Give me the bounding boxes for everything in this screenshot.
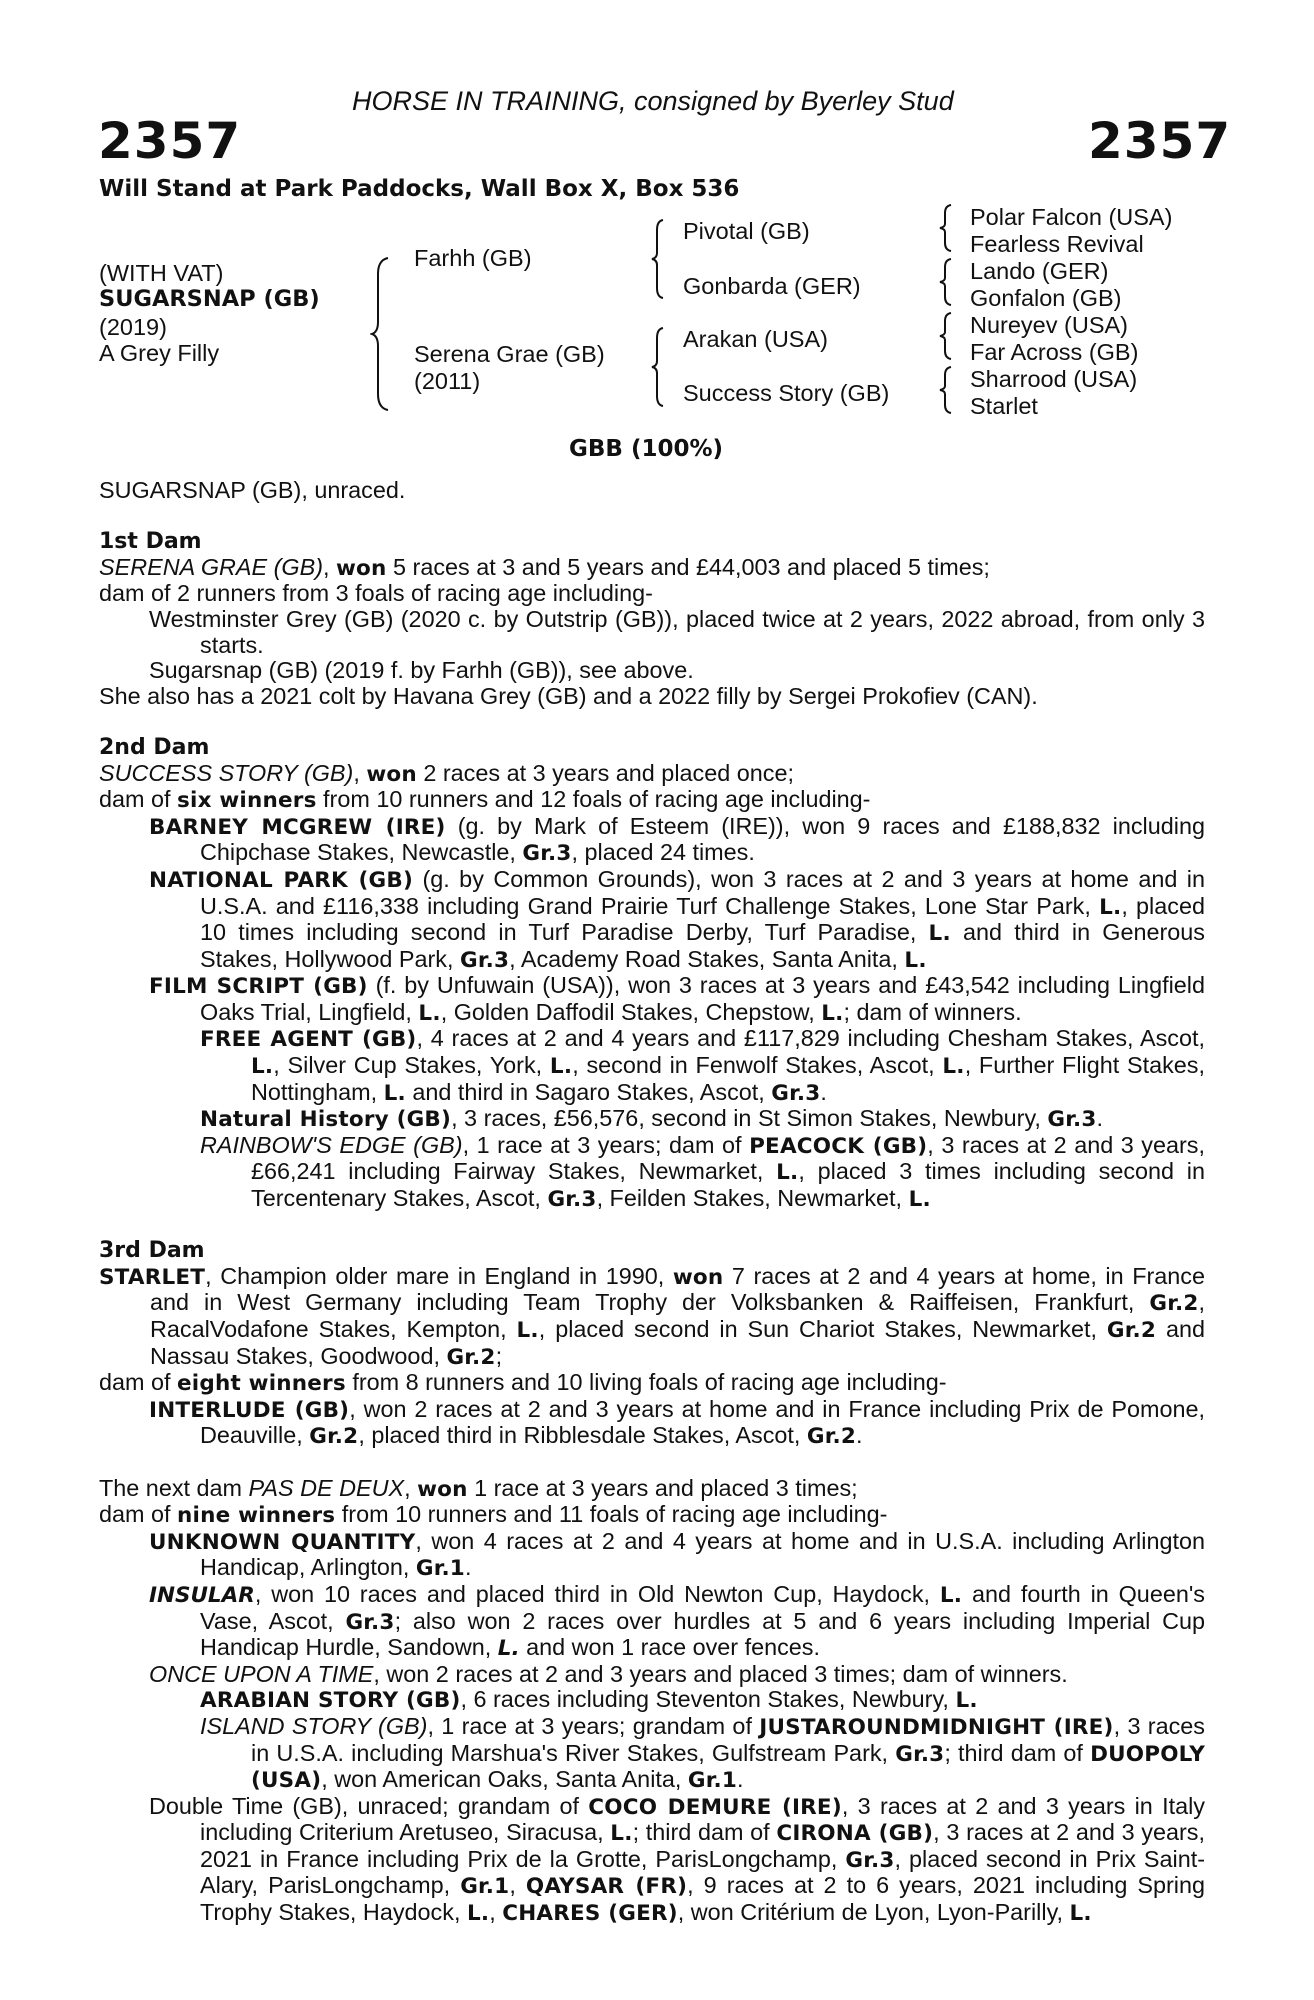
winners-count: nine winners xyxy=(177,1503,336,1529)
grade-label: Gr.3 xyxy=(771,1080,821,1106)
pedigree-sire-dam: Gonbarda (GER) xyxy=(683,273,861,299)
produce-national-park xyxy=(99,867,1205,973)
produce-film-script xyxy=(99,973,1205,1026)
grade-label: L. xyxy=(418,1000,441,1026)
text-run: 1 race at 3 years and placed 3 times; xyxy=(467,1474,858,1501)
text-run: , placed 10 times including second in Turf Paradise Derby, Turf Paradise, xyxy=(200,892,1205,946)
horse-name-bold: ARABIAN STORY (GB) xyxy=(200,1688,461,1714)
horse-name-bold: PEACOCK (GB) xyxy=(749,1133,928,1159)
text-run: , won American Oaks, Santa Anita, xyxy=(321,1766,688,1793)
third-dam-line xyxy=(99,1264,1205,1370)
horse-name-bold: JUSTAROUNDMIDNIGHT (IRE) xyxy=(759,1714,1114,1740)
pedigree-dam-year: (2011) xyxy=(414,368,481,394)
pedigree-brace-g4 xyxy=(938,365,954,415)
text-run: , 4 races at 2 and 4 years and £117,829 including Chesham Stakes, Ascot, xyxy=(416,1025,1206,1052)
grade-label: Gr.3 xyxy=(460,947,510,973)
consignment-heading: HORSE IN TRAINING, consigned by Byerley Stud xyxy=(352,86,954,116)
grade-label: Gr.2 xyxy=(1106,1318,1157,1343)
second-dam-produce xyxy=(99,787,1205,814)
produce-island-story xyxy=(99,1714,1205,1794)
text-run: 7 races at 2 and 4 years at home, in France and in West Germany including Team Trophy der Volksbanken & Raiffeisen, Frankfurt, xyxy=(150,1262,1205,1316)
text-run: , xyxy=(322,553,336,580)
grade-label: Gr.3 xyxy=(845,1847,895,1873)
third-dam-name: STARLET xyxy=(99,1264,206,1290)
second-dam-heading: 2nd Dam xyxy=(99,734,210,760)
grade-label: L. xyxy=(466,1901,490,1927)
text-run: , won 2 races at 2 and 3 years and placed 3 times; dam of winners. xyxy=(373,1660,1068,1687)
unraced-line: SUGARSNAP (GB), unraced. xyxy=(99,477,406,503)
pedigree-g2: Fearless Revival xyxy=(970,231,1144,257)
text-run: and third in Generous Stakes, Hollywood Park, xyxy=(200,919,1206,972)
pedigree-sire-sire: Pivotal (GB) xyxy=(683,218,810,244)
text-run: (g. by Mark of Esteem (IRE)), won 9 races and £188,832 including Chipchase Stakes, Newcastle, xyxy=(200,812,1205,866)
horse-name-italic: ONCE UPON A TIME xyxy=(149,1660,374,1687)
second-dam-name: SUCCESS STORY (GB) xyxy=(99,759,354,786)
horse-name-bold: INTERLUDE (GB) xyxy=(149,1397,350,1423)
text-run: , placed second in Prix Saint-Alary, ParisLongchamp, xyxy=(200,1845,1205,1899)
text-run: , won Critérium de Lyon, Lyon-Parilly, xyxy=(677,1899,1070,1926)
produce-arabian-story xyxy=(99,1687,1205,1714)
grade-label: L. xyxy=(549,1054,573,1080)
pedigree-g7: Sharrood (USA) xyxy=(970,366,1138,392)
produce-once-upon-a-time xyxy=(99,1662,1205,1688)
text-run: from 10 runners and 11 foals of racing age including- xyxy=(335,1501,888,1528)
produce-barney-mcgrew xyxy=(99,814,1205,867)
text-run: from 8 runners and 10 living foals of racing age including- xyxy=(345,1369,947,1396)
grade-label: L. xyxy=(942,1054,965,1080)
won-label: won xyxy=(672,1264,724,1290)
won-label: won xyxy=(335,555,387,581)
grade-label: L. xyxy=(776,1160,799,1186)
first-dam-also: She also has a 2021 colt by Havana Grey (GB) and a 2022 filly by Sergei Prokofiev (CAN). xyxy=(99,682,1038,709)
horse-name-italic: ISLAND STORY (GB) xyxy=(200,1712,428,1739)
grade-label: L. xyxy=(904,947,927,973)
text-run: , Silver Cup Stakes, York, xyxy=(273,1052,550,1079)
text-run: , placed second in Sun Chariot Stakes, Newmarket, xyxy=(538,1316,1107,1342)
produce-double-time xyxy=(99,1794,1205,1927)
horse-name-bold: FILM SCRIPT (GB) xyxy=(149,974,368,1000)
grade-label: L. xyxy=(955,1688,978,1714)
grade-label: L. xyxy=(516,1318,539,1343)
text-run: , xyxy=(509,1872,526,1899)
produce-rainbows-edge xyxy=(99,1133,1205,1213)
text-run: ; also won 2 races over hurdles at 5 and 6 years including Imperial Cup Handicap Hurdle, Sandown, xyxy=(200,1607,1206,1661)
text-run: , xyxy=(489,1899,503,1926)
lot-number-left: 2357 xyxy=(98,112,242,170)
horse-name-bold: FREE AGENT (GB) xyxy=(200,1027,417,1053)
won-label: won xyxy=(366,761,417,787)
pedigree-brace-g2 xyxy=(938,257,954,307)
fourth-dam-name: PAS DE DEUX xyxy=(248,1474,405,1501)
text-run: . xyxy=(464,1554,472,1581)
catalogue-body xyxy=(99,478,1205,1927)
produce-free-agent xyxy=(99,1026,1205,1106)
produce-natural-history xyxy=(99,1106,1205,1133)
horse-description: A Grey Filly xyxy=(99,340,220,366)
text-run: 2 races at 3 years and placed once; xyxy=(416,759,794,786)
grade-label: L. xyxy=(908,1187,931,1213)
horse-name-bold: QAYSAR (FR) xyxy=(525,1874,688,1900)
grade-label: Gr.2 xyxy=(446,1344,496,1370)
text-run: , second in Fenwolf Stakes, Ascot, xyxy=(572,1052,943,1079)
text-run: . xyxy=(820,1078,827,1105)
grade-label: Gr.3 xyxy=(522,841,572,867)
pedigree-g5: Nureyev (USA) xyxy=(970,312,1129,338)
horse-name-bold: CIRONA (GB) xyxy=(776,1821,934,1847)
text-run: , Further Flight Stakes, Nottingham, xyxy=(251,1052,1206,1105)
text-run: , won 2 races at 2 and 3 years at home and in France including Prix de Pomone, Deauville, xyxy=(200,1395,1205,1449)
pedigree-dam-sire: Arakan (USA) xyxy=(683,326,828,352)
text-run: , Academy Road Stakes, Santa Anita, xyxy=(509,945,905,972)
third-dam-heading: 3rd Dam xyxy=(99,1238,205,1264)
text-run: , won 10 races and placed third in Old Newton Cup, Haydock, xyxy=(254,1580,940,1607)
grade-label: Gr.2 xyxy=(1149,1291,1199,1317)
horse-name-bold: BARNEY MCGREW (IRE) xyxy=(149,814,446,840)
horse-name-bold-italic: INSULAR xyxy=(149,1582,255,1608)
text-run: , 1 race at 3 years; grandam of xyxy=(427,1712,760,1739)
text-run: , 9 races at 2 to 6 years, 2021 including Spring Trophy Stakes, Haydock, xyxy=(200,1872,1205,1926)
text-run: , Champion older mare in England in 1990, xyxy=(205,1262,673,1289)
grade-label: Gr.2 xyxy=(309,1424,359,1450)
text-run: and third in Sagaro Stakes, Ascot, xyxy=(405,1078,772,1105)
grade-label: L. xyxy=(939,1582,963,1608)
text-run: dam of xyxy=(99,1369,178,1396)
text-run: and Nassau Stakes, Goodwood, xyxy=(150,1316,1205,1369)
horse-name-bold: UNKNOWN QUANTITY xyxy=(149,1529,416,1555)
horse-name-italic: RAINBOW'S EDGE (GB) xyxy=(200,1131,463,1158)
pedigree-brace-g1 xyxy=(938,203,954,253)
pedigree-g3: Lando (GER) xyxy=(970,258,1109,284)
text-run: ; dam of winners. xyxy=(843,998,1022,1025)
text-run: ; third dam of xyxy=(944,1739,1091,1766)
text-run: Double Time (GB), unraced; grandam of xyxy=(149,1792,589,1819)
grade-label: Gr.3 xyxy=(547,1187,597,1213)
text-run: , RacalVodafone Stakes, Kempton, xyxy=(150,1289,1205,1342)
text-run: , 3 races, £56,576, second in St Simon Stakes, Newbury, xyxy=(451,1105,1048,1132)
pedigree-brace-main xyxy=(370,256,392,412)
horse-name-bold: COCO DEMURE (IRE) xyxy=(588,1794,842,1820)
produce-westminster-grey: Westminster Grey (GB) (2020 c. by Outstrip (GB)), placed twice at 2 years, 2022 abroad, from only 3 starts. xyxy=(149,605,1205,658)
grade-label: Gr.3 xyxy=(895,1741,945,1767)
pedigree-g6: Far Across (GB) xyxy=(970,339,1139,365)
lot-number-right: 2357 xyxy=(1088,112,1232,170)
produce-unknown-quantity xyxy=(99,1529,1205,1582)
pedigree-brace-dam xyxy=(650,326,666,408)
text-run: and won 1 race over fences. xyxy=(519,1634,820,1661)
pedigree-dam-dam: Success Story (GB) xyxy=(683,380,890,406)
grade-label: L. xyxy=(928,921,951,947)
text-run: , 3 races at 2 and 3 years, £66,241 including Fairway Stakes, Newmarket, xyxy=(251,1131,1206,1185)
produce-insular xyxy=(99,1582,1205,1662)
text-run: , Golden Daffodil Stakes, Chepstow, xyxy=(440,998,822,1025)
grade-label: Gr.1 xyxy=(415,1556,465,1582)
text-run: , placed 24 times. xyxy=(571,839,755,866)
winners-count: six winners xyxy=(177,788,317,814)
text-run: from 10 runners and 12 foals of racing age including- xyxy=(316,786,871,813)
text-run: . xyxy=(1096,1105,1104,1132)
grade-label: L. xyxy=(1069,1901,1092,1927)
winners-count: eight winners xyxy=(177,1371,346,1397)
grade-label: L. xyxy=(821,1000,844,1026)
text-run: , placed 3 times including second in Tercentenary Stakes, Ascot, xyxy=(251,1158,1205,1212)
text-run: , 3 races in U.S.A. including Marshua's River Stakes, Gulfstream Park, xyxy=(251,1712,1206,1766)
grade-label: L. xyxy=(610,1821,633,1847)
text-run: , xyxy=(353,759,367,786)
horse-name: SUGARSNAP (GB) xyxy=(99,286,320,312)
pedigree-brace-g3 xyxy=(938,311,954,361)
pedigree-g1: Polar Falcon (USA) xyxy=(970,204,1173,230)
text-run: and fourth in Queen's Vase, Ascot, xyxy=(200,1580,1206,1634)
text-run: . xyxy=(856,1422,863,1449)
grade-label: Gr.3 xyxy=(1047,1107,1097,1133)
text-run: , 6 races including Steventon Stakes, Newbury, xyxy=(460,1686,956,1713)
first-dam-heading: 1st Dam xyxy=(99,529,202,555)
text-run: , xyxy=(404,1474,418,1501)
text-run: dam of xyxy=(99,1501,178,1528)
text-run: , 3 races at 2 and 3 years in Italy including Criterium Aretuseo, Siracusa, xyxy=(200,1792,1206,1846)
grade-label: L. xyxy=(1099,894,1122,920)
text-run: , placed third in Ribblesdale Stakes, Ascot, xyxy=(358,1422,807,1449)
stand-info: Will Stand at Park Paddocks, Wall Box X, Box 536 xyxy=(99,176,740,202)
pedigree-percentage: GBB (100%) xyxy=(569,436,724,462)
grade-label: Gr.3 xyxy=(345,1609,395,1635)
text-run: (f. by Unfuwain (USA)), won 3 races at 3 years and £43,542 including Lingfield Oaks Trial, Lingfield, xyxy=(200,972,1205,1025)
grade-label: L. xyxy=(251,1054,274,1080)
pedigree-sire: Farhh (GB) xyxy=(414,245,532,271)
pedigree-g8: Starlet xyxy=(970,393,1038,419)
horse-name-bold: CHARES (GER) xyxy=(502,1901,678,1927)
grade-label: Gr.2 xyxy=(806,1424,857,1450)
text-run: , Feilden Stakes, Newmarket, xyxy=(596,1185,909,1212)
horse-name-bold: DUOPOLY (USA) xyxy=(251,1741,1205,1794)
horse-name-bold: NATIONAL PARK (GB) xyxy=(149,867,414,893)
text-run: (g. by Common Grounds), won 3 races at 2 and 3 years at home and in U.S.A. and £116,338 including Grand Prairie Turf Challenge Stakes, Lone Star Park, xyxy=(200,865,1205,919)
text-run: 5 races at 3 and 5 years and £44,003 and placed 5 times; xyxy=(386,553,990,580)
horse-year: (2019) xyxy=(99,314,167,340)
text-run: ; third dam of xyxy=(632,1819,777,1846)
third-dam-produce xyxy=(99,1370,1205,1397)
vat-label: (WITH VAT) xyxy=(99,260,224,286)
first-dam-produce: dam of 2 runners from 3 foals of racing age including- xyxy=(99,580,653,607)
text-run: ; xyxy=(495,1342,503,1369)
grade-label: Gr.1 xyxy=(687,1768,738,1794)
text-run: . xyxy=(737,1766,744,1793)
pedigree-dam: Serena Grae (GB) xyxy=(414,341,605,367)
first-dam-name: SERENA GRAE (GB) xyxy=(99,553,323,580)
produce-sugarsnap: Sugarsnap (GB) (2019 f. by Farhh (GB)), see above. xyxy=(149,657,694,684)
won-label: won xyxy=(417,1476,468,1502)
horse-name-bold: Natural History (GB) xyxy=(200,1107,452,1133)
text-run: , 1 race at 3 years; dam of xyxy=(462,1131,750,1158)
text-run: , 3 races at 2 and 3 years, 2021 in France including Prix de la Grotte, ParisLongchamp, xyxy=(200,1819,1205,1872)
text-run: , won 4 races at 2 and 4 years at home and in U.S.A. including Arlington Handicap, Arlington, xyxy=(200,1527,1205,1581)
grade-label: Gr.1 xyxy=(460,1874,510,1900)
text-run: The next dam xyxy=(99,1474,249,1501)
fourth-dam-line xyxy=(99,1476,1205,1503)
grade-label: L. xyxy=(383,1080,406,1106)
text-run: dam of xyxy=(99,786,178,813)
fourth-dam-produce xyxy=(99,1502,1205,1529)
produce-interlude xyxy=(99,1397,1205,1450)
first-dam-line xyxy=(99,555,1205,582)
pedigree-brace-sire xyxy=(650,218,666,300)
second-dam-line xyxy=(99,761,1205,788)
grade-label: L. xyxy=(497,1636,520,1662)
pedigree-g4: Gonfalon (GB) xyxy=(970,285,1122,311)
